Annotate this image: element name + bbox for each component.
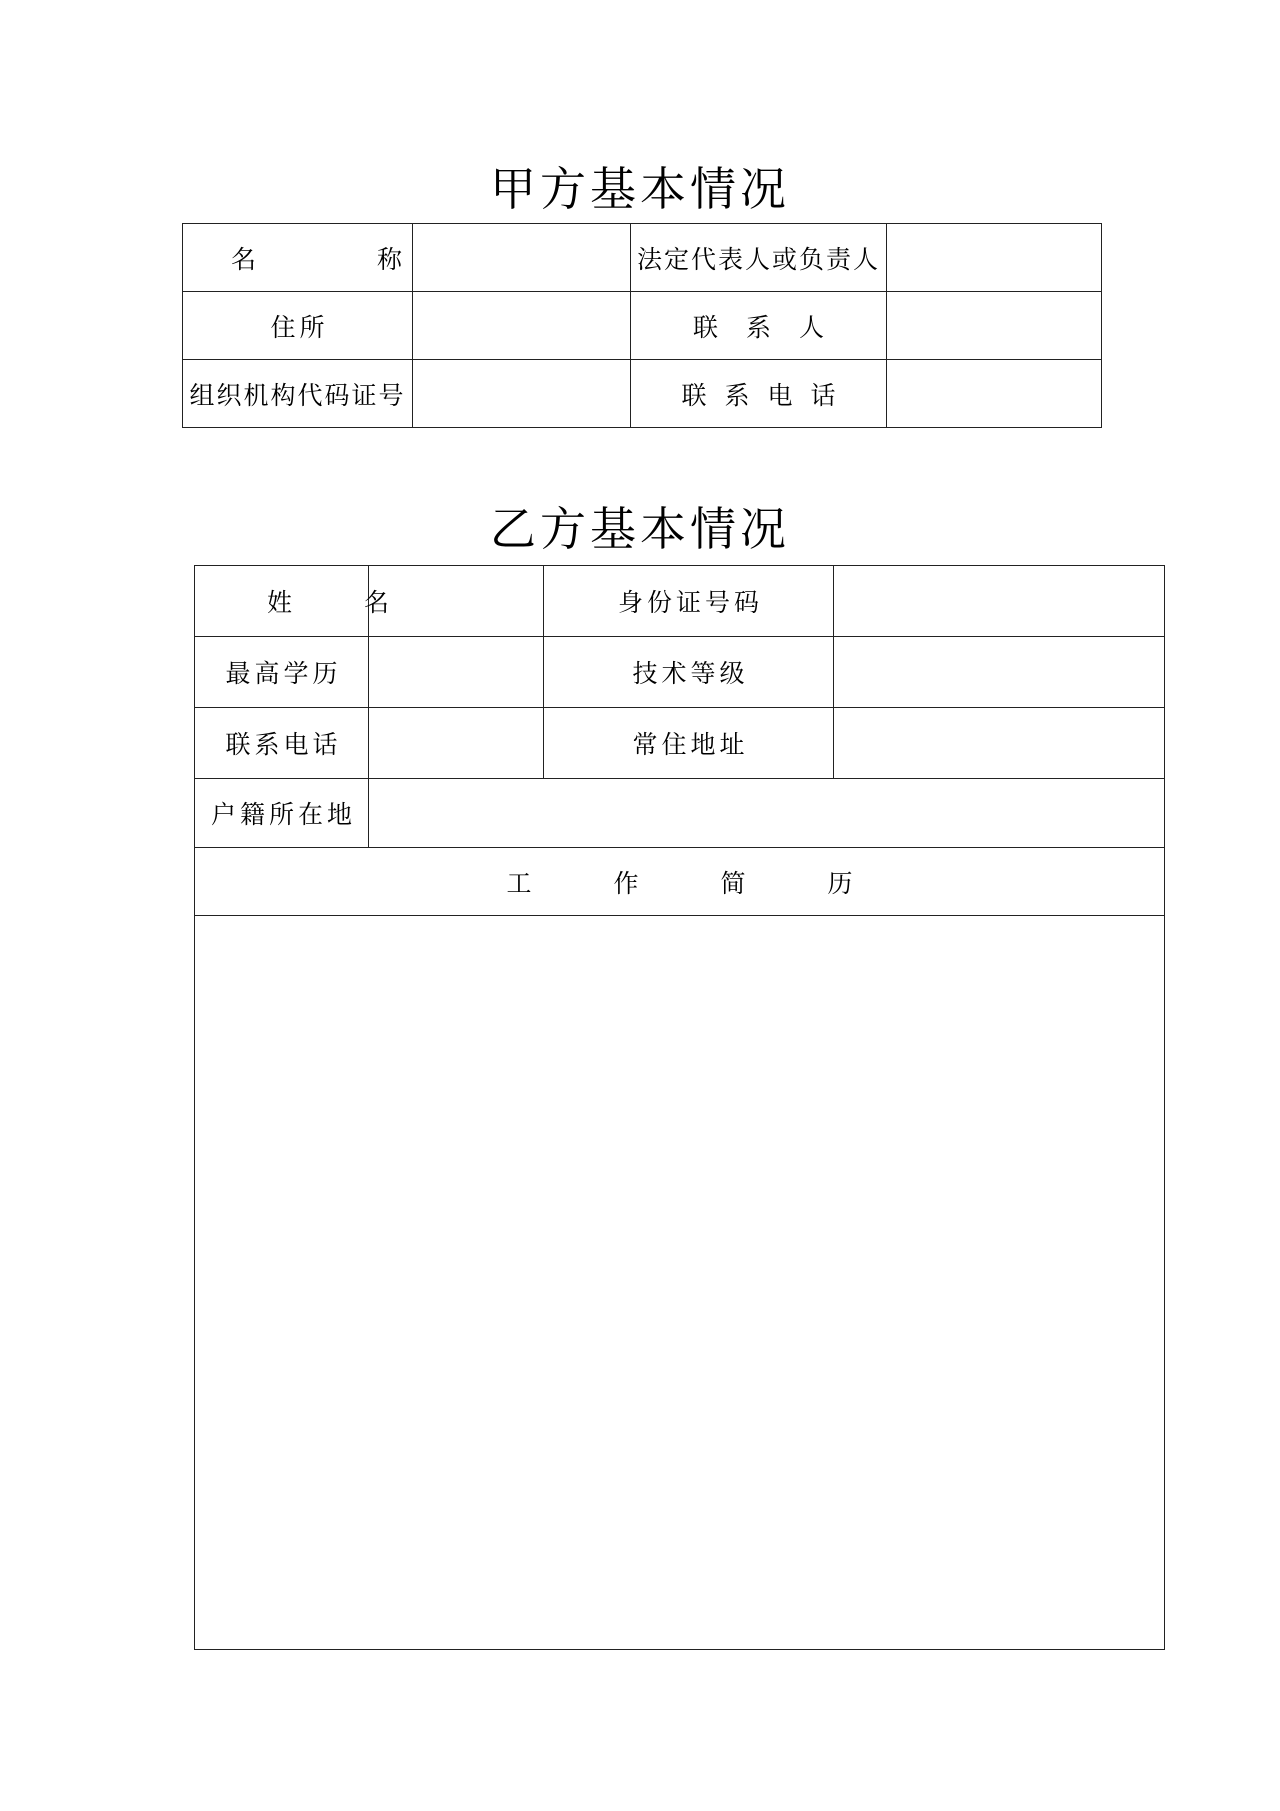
label-address: 住所 xyxy=(183,292,413,360)
party-a-title: 甲方基本情况 xyxy=(490,162,790,216)
table-row xyxy=(195,916,1165,1650)
work-history-title: 工作简历 xyxy=(195,848,1165,916)
label-name: 名 称 xyxy=(183,224,413,292)
party-a-table xyxy=(182,223,1102,428)
id-number-field[interactable] xyxy=(834,566,1165,637)
household-registration-field[interactable] xyxy=(369,779,1165,848)
label-id-number: 身份证号码 xyxy=(544,566,834,637)
party-b-title: 乙方基本情况 xyxy=(490,502,790,556)
table-row xyxy=(195,779,1165,848)
skill-level-field[interactable] xyxy=(834,637,1165,708)
legal-representative-field[interactable] xyxy=(887,224,1102,292)
table-row xyxy=(183,292,1102,360)
label-contact-person: 联系人 xyxy=(631,292,887,360)
label-phone-b: 联系电话 xyxy=(195,708,369,779)
label-household-registration: 户籍所在地 xyxy=(195,779,369,848)
phone-field[interactable] xyxy=(887,360,1102,428)
address-field[interactable] xyxy=(413,292,631,360)
label-education: 最高学历 xyxy=(195,637,369,708)
table-row xyxy=(183,360,1102,428)
table-row xyxy=(195,637,1165,708)
work-history-field[interactable] xyxy=(195,916,1165,1650)
label-legal-representative: 法定代表人或负责人 xyxy=(631,224,887,292)
contact-person-field[interactable] xyxy=(887,292,1102,360)
residence-field[interactable] xyxy=(834,708,1165,779)
label-phone: 联系电话 xyxy=(631,360,887,428)
org-code-field[interactable] xyxy=(413,360,631,428)
party-b-table xyxy=(194,565,1165,1650)
table-row xyxy=(195,848,1165,916)
label-skill-level: 技术等级 xyxy=(544,637,834,708)
table-row xyxy=(195,566,1165,637)
label-person-name: 姓名 xyxy=(195,566,369,637)
label-residence: 常住地址 xyxy=(544,708,834,779)
table-row xyxy=(183,224,1102,292)
phone-b-field[interactable] xyxy=(369,708,544,779)
education-field[interactable] xyxy=(369,637,544,708)
label-org-code: 组织机构代码证号 xyxy=(183,360,413,428)
table-row xyxy=(195,708,1165,779)
